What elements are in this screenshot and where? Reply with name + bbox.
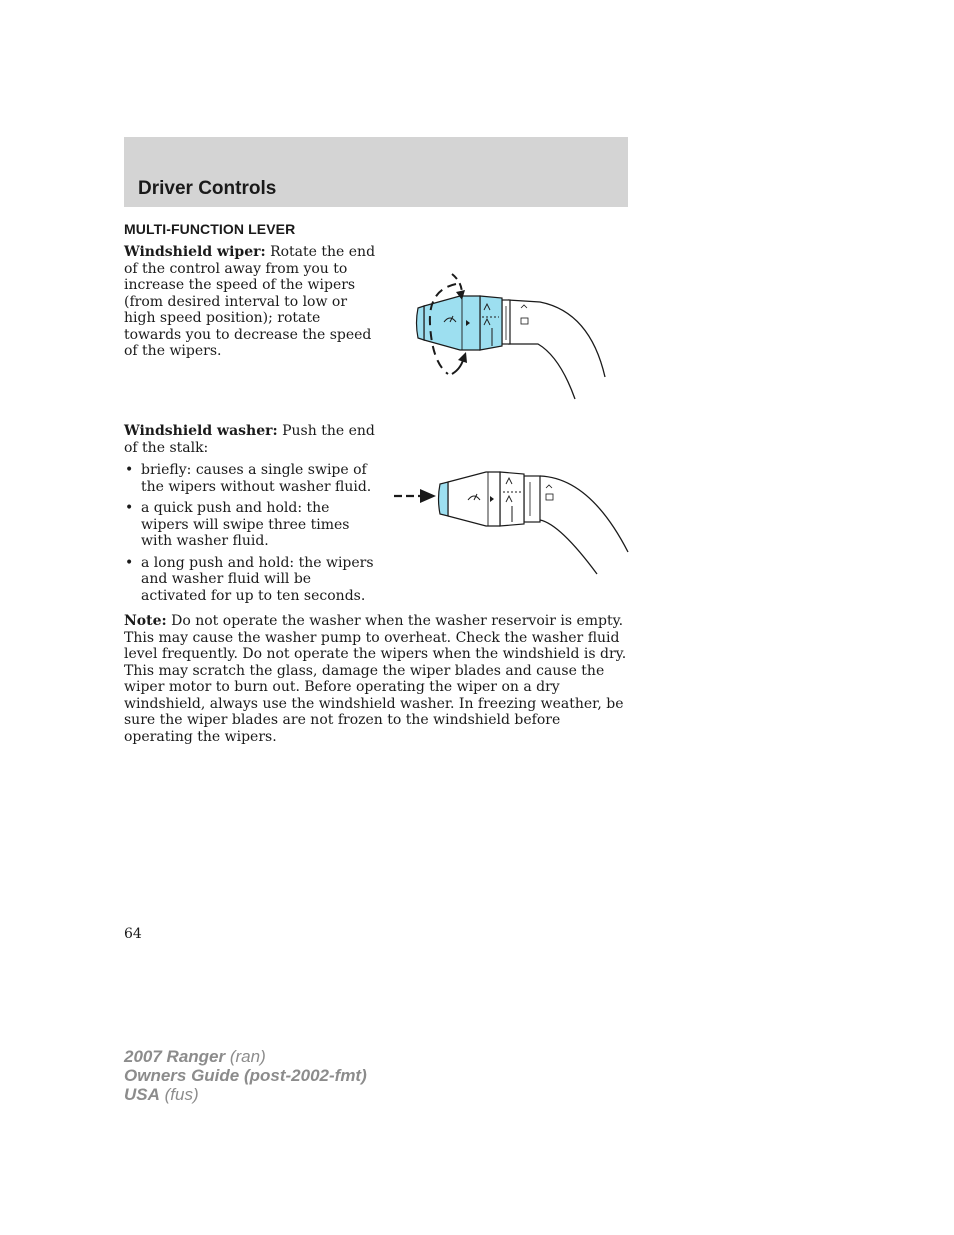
footer-guide: Owners Guide (post-2002-fmt) xyxy=(124,1066,367,1085)
page-title: Driver Controls xyxy=(138,178,277,199)
footer-line-1 xyxy=(124,1047,367,1066)
footer-model: 2007 Ranger xyxy=(124,1047,226,1066)
footer-market-code: (fus) xyxy=(159,1085,199,1104)
footer-market: USA xyxy=(124,1085,160,1104)
note-text: Do not operate the washer when the washer reservoir is empty. This may cause the washer pump to overheat. Check the washer fluid level frequently. Do not operate the wipers when the windshield is dry. This may scratch the glass, damage the wiper blades and cause the wiper motor to burn out. Before operating the wiper on a dry windshield, always use the windshield washer. In freezing weather, be sure the wiper blades are not frozen to the windshield before operating the wipers. xyxy=(124,613,627,745)
washer-bullet-list xyxy=(124,462,380,609)
footer-model-code: (ran) xyxy=(225,1047,266,1066)
document-footer xyxy=(124,1047,367,1104)
page-number: 64 xyxy=(124,926,142,942)
wiper-lever-rotate-icon xyxy=(400,262,620,404)
washer-text: Push the end of the stalk: xyxy=(124,423,375,456)
list-item: • a quick push and hold: the wipers will swipe three times with washer fluid. xyxy=(124,500,380,550)
footer-line-3 xyxy=(124,1085,367,1104)
section-heading: MULTI-FUNCTION LEVER xyxy=(124,221,296,237)
list-item: • a long push and hold: the wipers and washer fluid will be activated for up to ten seconds. xyxy=(124,555,380,605)
wiper-paragraph xyxy=(124,244,378,360)
wiper-label: Windshield wiper: xyxy=(124,244,266,260)
wiper-text: Rotate the end of the control away from you to increase the speed of the wipers (from desired interval to low or high speed position); rotate towards you to decrease the speed of the wipers. xyxy=(124,244,376,359)
washer-paragraph xyxy=(124,423,378,456)
note-label: Note: xyxy=(124,613,167,629)
footer-line-2 xyxy=(124,1066,367,1085)
list-item: • briefly: causes a single swipe of the wipers without washer fluid. xyxy=(124,462,380,495)
section-header-band xyxy=(124,137,628,207)
wiper-lever-push-icon xyxy=(390,462,635,580)
washer-label: Windshield washer: xyxy=(124,423,278,439)
note-paragraph xyxy=(124,613,630,745)
